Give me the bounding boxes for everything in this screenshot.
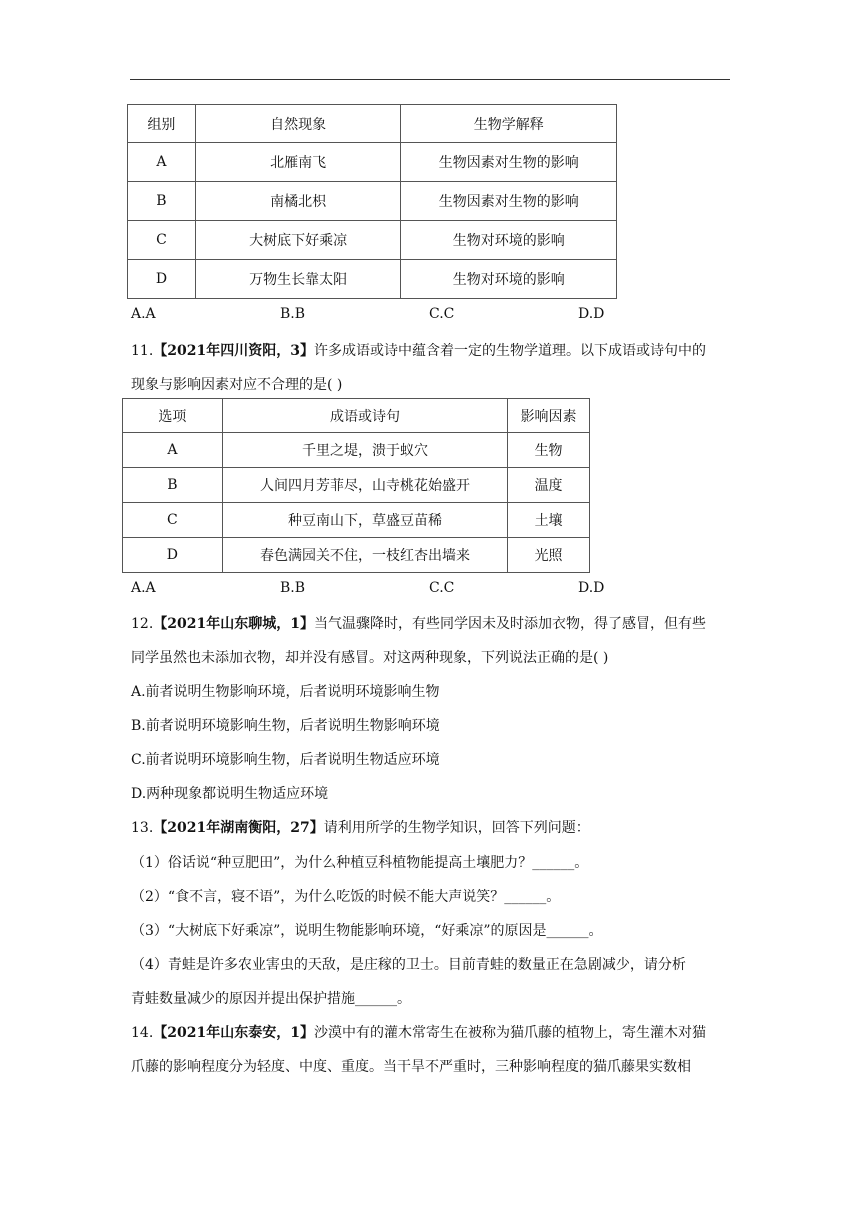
q11-options xyxy=(131,580,731,600)
table-header-cell: 组别 xyxy=(128,105,196,143)
table-row xyxy=(128,221,617,260)
q14-line-2: 爪藤的影响程度分为轻度、中度、重度。当干旱不严重时，三种影响程度的猫爪藤果实数相 xyxy=(131,1059,691,1075)
table-cell: 大树底下好乘凉 xyxy=(195,221,401,260)
table-header-cell: 生物学解释 xyxy=(401,105,617,143)
question-number: 13. xyxy=(131,820,154,836)
q11-line-2: 现象与影响因素对应不合理的是( ) xyxy=(131,377,343,393)
option-a: A.A xyxy=(131,306,156,322)
table-cell: B xyxy=(123,468,223,503)
table-row xyxy=(128,260,617,299)
table-cell: 千里之堤，溃于蚁穴 xyxy=(222,433,507,468)
table-header-cell: 自然现象 xyxy=(195,105,401,143)
option-c: C.C xyxy=(429,306,455,322)
table-cell: 万物生长靠太阳 xyxy=(195,260,401,299)
table-row xyxy=(123,433,590,468)
q11-line-1 xyxy=(131,341,731,361)
q12-option-b: B.前者说明环境影响生物，后者说明生物影响环境 xyxy=(131,718,440,734)
question-source: 【2021年湖南衡阳，27】 xyxy=(153,820,324,836)
question-source: 【2021年山东聊城，1】 xyxy=(153,616,314,632)
table-header-cell: 影响因素 xyxy=(508,399,590,433)
table-cell: 土壤 xyxy=(508,503,590,538)
q12-line-2: 同学虽然也未添加衣物，却并没有感冒。对这两种现象，下列说法正确的是( ) xyxy=(131,650,609,666)
q13-line-1 xyxy=(131,818,731,838)
table-cell: 生物对环境的影响 xyxy=(401,221,617,260)
table-cell: 种豆南山下，草盛豆苗稀 xyxy=(222,503,507,538)
question-number: 14. xyxy=(131,1025,154,1041)
question-number: 12. xyxy=(131,616,154,632)
table-cell: B xyxy=(128,182,196,221)
natural-phenomena-table xyxy=(127,104,617,299)
table-cell: 春色满园关不住，一枝红杏出墙来 xyxy=(222,538,507,573)
q12-option-a: A.前者说明生物影响环境，后者说明环境影响生物 xyxy=(131,684,440,700)
table-cell: C xyxy=(123,503,223,538)
q12-line-1 xyxy=(131,614,731,634)
question-text: 当气温骤降时，有些同学因未及时添加衣物，得了感冒，但有些 xyxy=(313,616,706,632)
table-cell: A xyxy=(128,143,196,182)
question-text: 请利用所学的生物学知识，回答下列问题： xyxy=(323,820,590,836)
q12-option-d: D.两种现象都说明生物适应环境 xyxy=(131,786,329,802)
header-rule xyxy=(130,79,730,80)
table-row xyxy=(123,468,590,503)
table-cell: C xyxy=(128,221,196,260)
table-cell: D xyxy=(123,538,223,573)
table-cell: 生物因素对生物的影响 xyxy=(401,182,617,221)
q12-option-c: C.前者说明环境影响生物，后者说明生物适应环境 xyxy=(131,752,440,768)
q10-options xyxy=(131,306,731,326)
table-row xyxy=(123,503,590,538)
table-cell: 温度 xyxy=(508,468,590,503)
question-source: 【2021年四川资阳，3】 xyxy=(153,343,314,359)
q13-sub-3: （3）“大树底下好乘凉”，说明生物能影响环境，“好乘凉”的原因是______。 xyxy=(131,923,603,939)
table-row xyxy=(128,143,617,182)
option-d: D.D xyxy=(578,306,605,322)
table-header-cell: 成语或诗句 xyxy=(222,399,507,433)
table-cell: 生物因素对生物的影响 xyxy=(401,143,617,182)
question-number: 11. xyxy=(131,343,154,359)
option-b: B.B xyxy=(280,306,306,322)
option-c: C.C xyxy=(429,580,455,596)
q13-sub-4-line-2: 青蛙数量减少的原因并提出保护措施______。 xyxy=(131,991,411,1007)
q13-sub-2: （2）“食不言，寝不语”，为什么吃饭的时候不能大声说笑？______。 xyxy=(131,889,561,905)
table-cell: 北雁南飞 xyxy=(195,143,401,182)
q14-line-1 xyxy=(131,1023,731,1043)
idiom-factor-table xyxy=(122,398,590,573)
table-cell: A xyxy=(123,433,223,468)
table-cell: 人间四月芳菲尽，山寺桃花始盛开 xyxy=(222,468,507,503)
table-cell: D xyxy=(128,260,196,299)
question-text: 沙漠中有的灌木常寄生在被称为猫爪藤的植物上，寄生灌木对猫 xyxy=(313,1025,706,1041)
table-header-row xyxy=(123,399,590,433)
q13-sub-4-line-1: （4）青蛙是许多农业害虫的天敌，是庄稼的卫士。目前青蛙的数量正在急剧减少，请分析 xyxy=(131,957,686,973)
table-row xyxy=(128,182,617,221)
table-row xyxy=(123,538,590,573)
table-cell: 南橘北枳 xyxy=(195,182,401,221)
table-cell: 光照 xyxy=(508,538,590,573)
option-a: A.A xyxy=(131,580,156,596)
option-b: B.B xyxy=(280,580,306,596)
option-d: D.D xyxy=(578,580,605,596)
table-header-cell: 选项 xyxy=(123,399,223,433)
table-header-row xyxy=(128,105,617,143)
question-source: 【2021年山东泰安，1】 xyxy=(153,1025,314,1041)
question-text: 许多成语或诗中蕴含着一定的生物学道理。以下成语或诗句中的 xyxy=(313,343,706,359)
table-cell: 生物 xyxy=(508,433,590,468)
table-cell: 生物对环境的影响 xyxy=(401,260,617,299)
q13-sub-1: （1）俗话说“种豆肥田”，为什么种植豆科植物能提高土壤肥力？______。 xyxy=(131,855,589,871)
